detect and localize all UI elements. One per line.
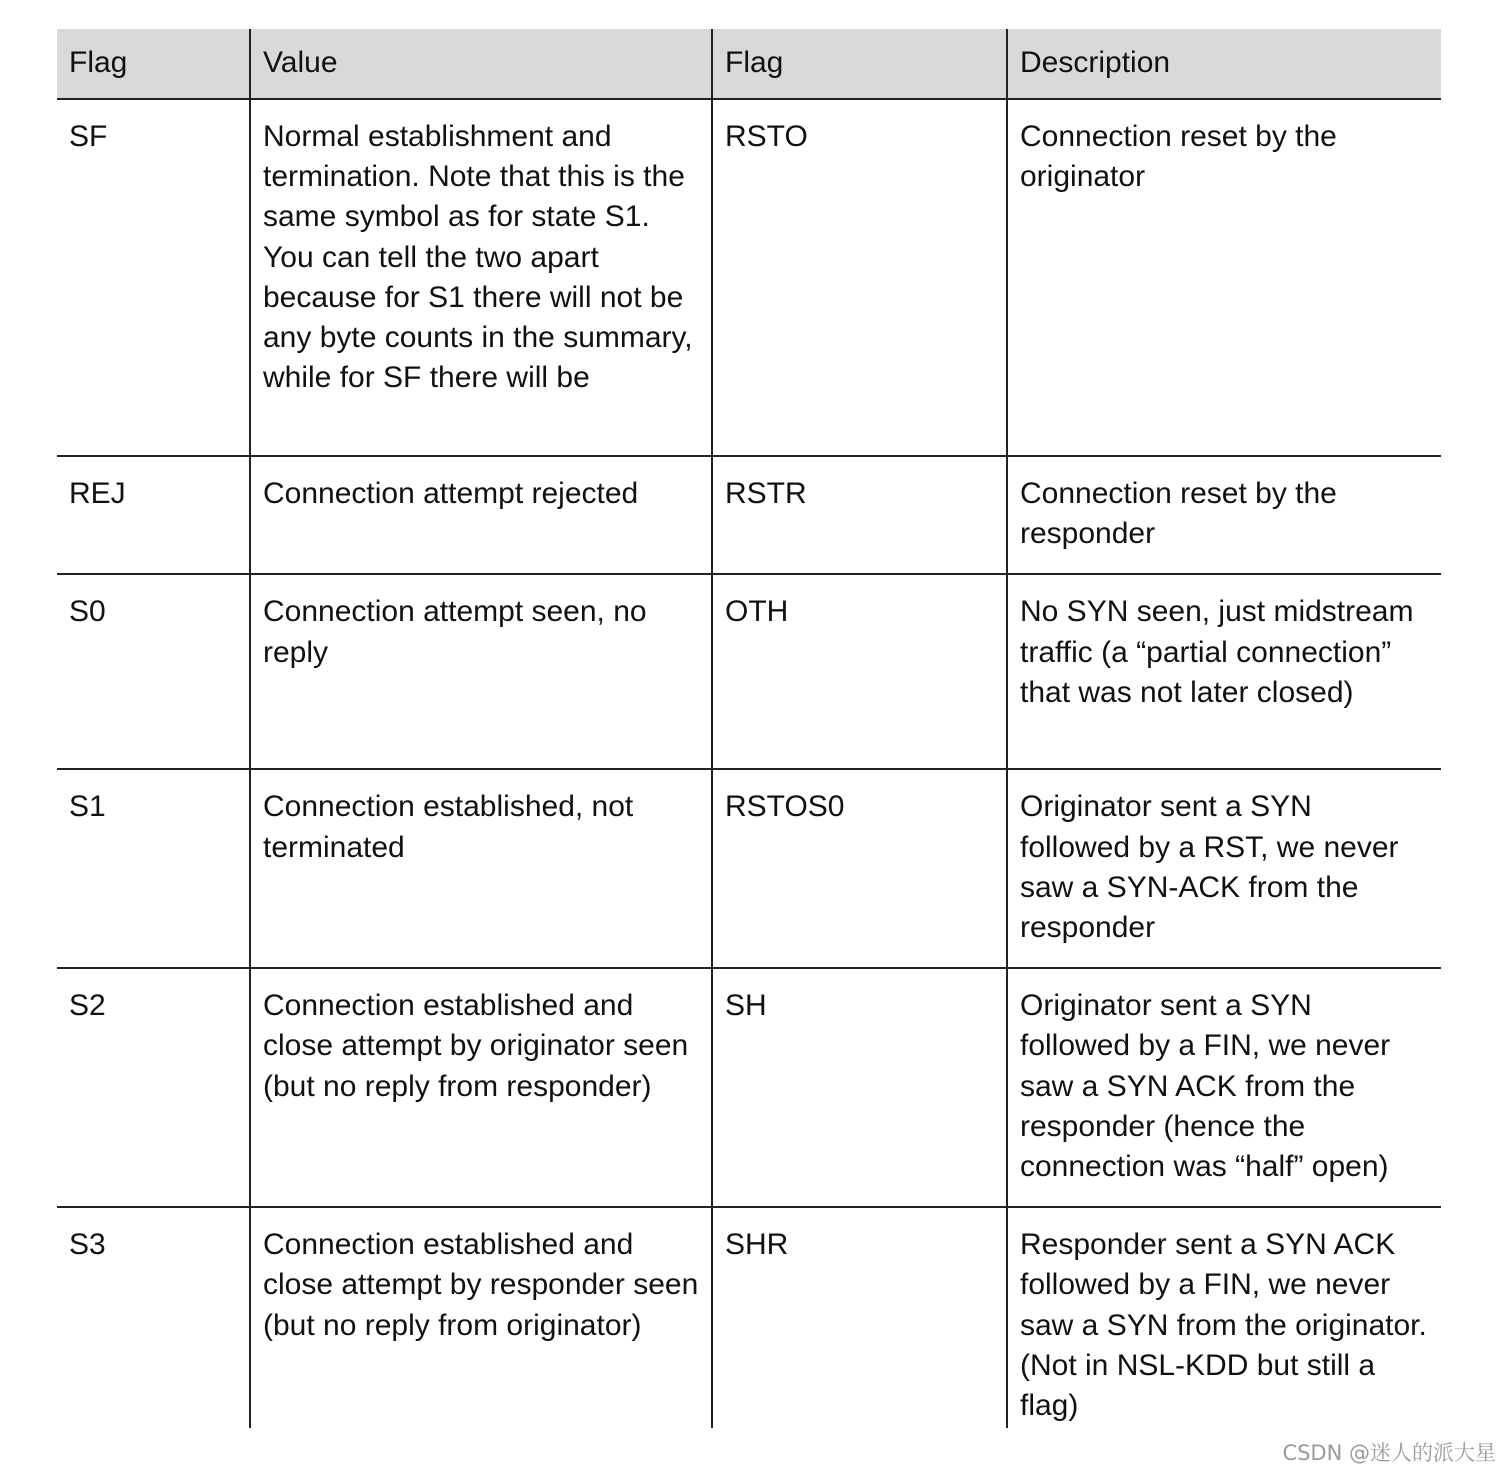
flag-cell: REJ: [57, 456, 250, 574]
table-row: [57, 769, 1441, 968]
conn-state-flags-table: [57, 29, 1441, 1428]
table-row: [57, 456, 1441, 574]
value-cell: Connection established and close attempt by responder seen (but no reply from originator): [250, 1207, 712, 1428]
table-row: [57, 99, 1441, 456]
table-row: [57, 1207, 1441, 1428]
table-row: [57, 574, 1441, 769]
flag-cell: S0: [57, 574, 250, 769]
flag2-cell: SH: [712, 968, 1007, 1207]
header-description: Description: [1007, 29, 1441, 99]
flag-cell: S2: [57, 968, 250, 1207]
description-cell: Originator sent a SYN followed by a FIN, we never saw a SYN ACK from the responder (hence the connection was “half” open): [1007, 968, 1441, 1207]
flag2-cell: RSTOS0: [712, 769, 1007, 968]
header-flag-2: Flag: [712, 29, 1007, 99]
value-cell: Connection attempt rejected: [250, 456, 712, 574]
value-cell: Connection attempt seen, no reply: [250, 574, 712, 769]
value-cell: Connection established and close attempt by originator seen (but no reply from responder): [250, 968, 712, 1207]
value-cell: Connection established, not terminated: [250, 769, 712, 968]
flag-cell: SF: [57, 99, 250, 456]
flag2-cell: RSTR: [712, 456, 1007, 574]
header-row: [57, 29, 1441, 99]
flag2-cell: RSTO: [712, 99, 1007, 456]
description-cell: No SYN seen, just midstream traffic (a “partial connection” that was not later closed): [1007, 574, 1441, 769]
table-container: [57, 29, 1441, 1428]
description-cell: Originator sent a SYN followed by a RST, we never saw a SYN-ACK from the responder: [1007, 769, 1441, 968]
flag2-cell: SHR: [712, 1207, 1007, 1428]
description-cell: Connection reset by the originator: [1007, 99, 1441, 456]
description-cell: Connection reset by the responder: [1007, 456, 1441, 574]
header-value: Value: [250, 29, 712, 99]
table-row: [57, 968, 1441, 1207]
description-cell: Responder sent a SYN ACK followed by a FIN, we never saw a SYN from the originator. (Not in NSL-KDD but still a flag): [1007, 1207, 1441, 1428]
watermark: CSDN @迷人的派大星: [1282, 1441, 1496, 1465]
value-cell: Normal establishment and termination. Note that this is the same symbol as for state S1. You can tell the two apart because for S1 there will not be any byte counts in the summary, while for SF there will be: [250, 99, 712, 456]
header-flag: Flag: [57, 29, 250, 99]
flag2-cell: OTH: [712, 574, 1007, 769]
flag-cell: S3: [69, 1228, 106, 1262]
flag-cell: S1: [57, 769, 250, 968]
